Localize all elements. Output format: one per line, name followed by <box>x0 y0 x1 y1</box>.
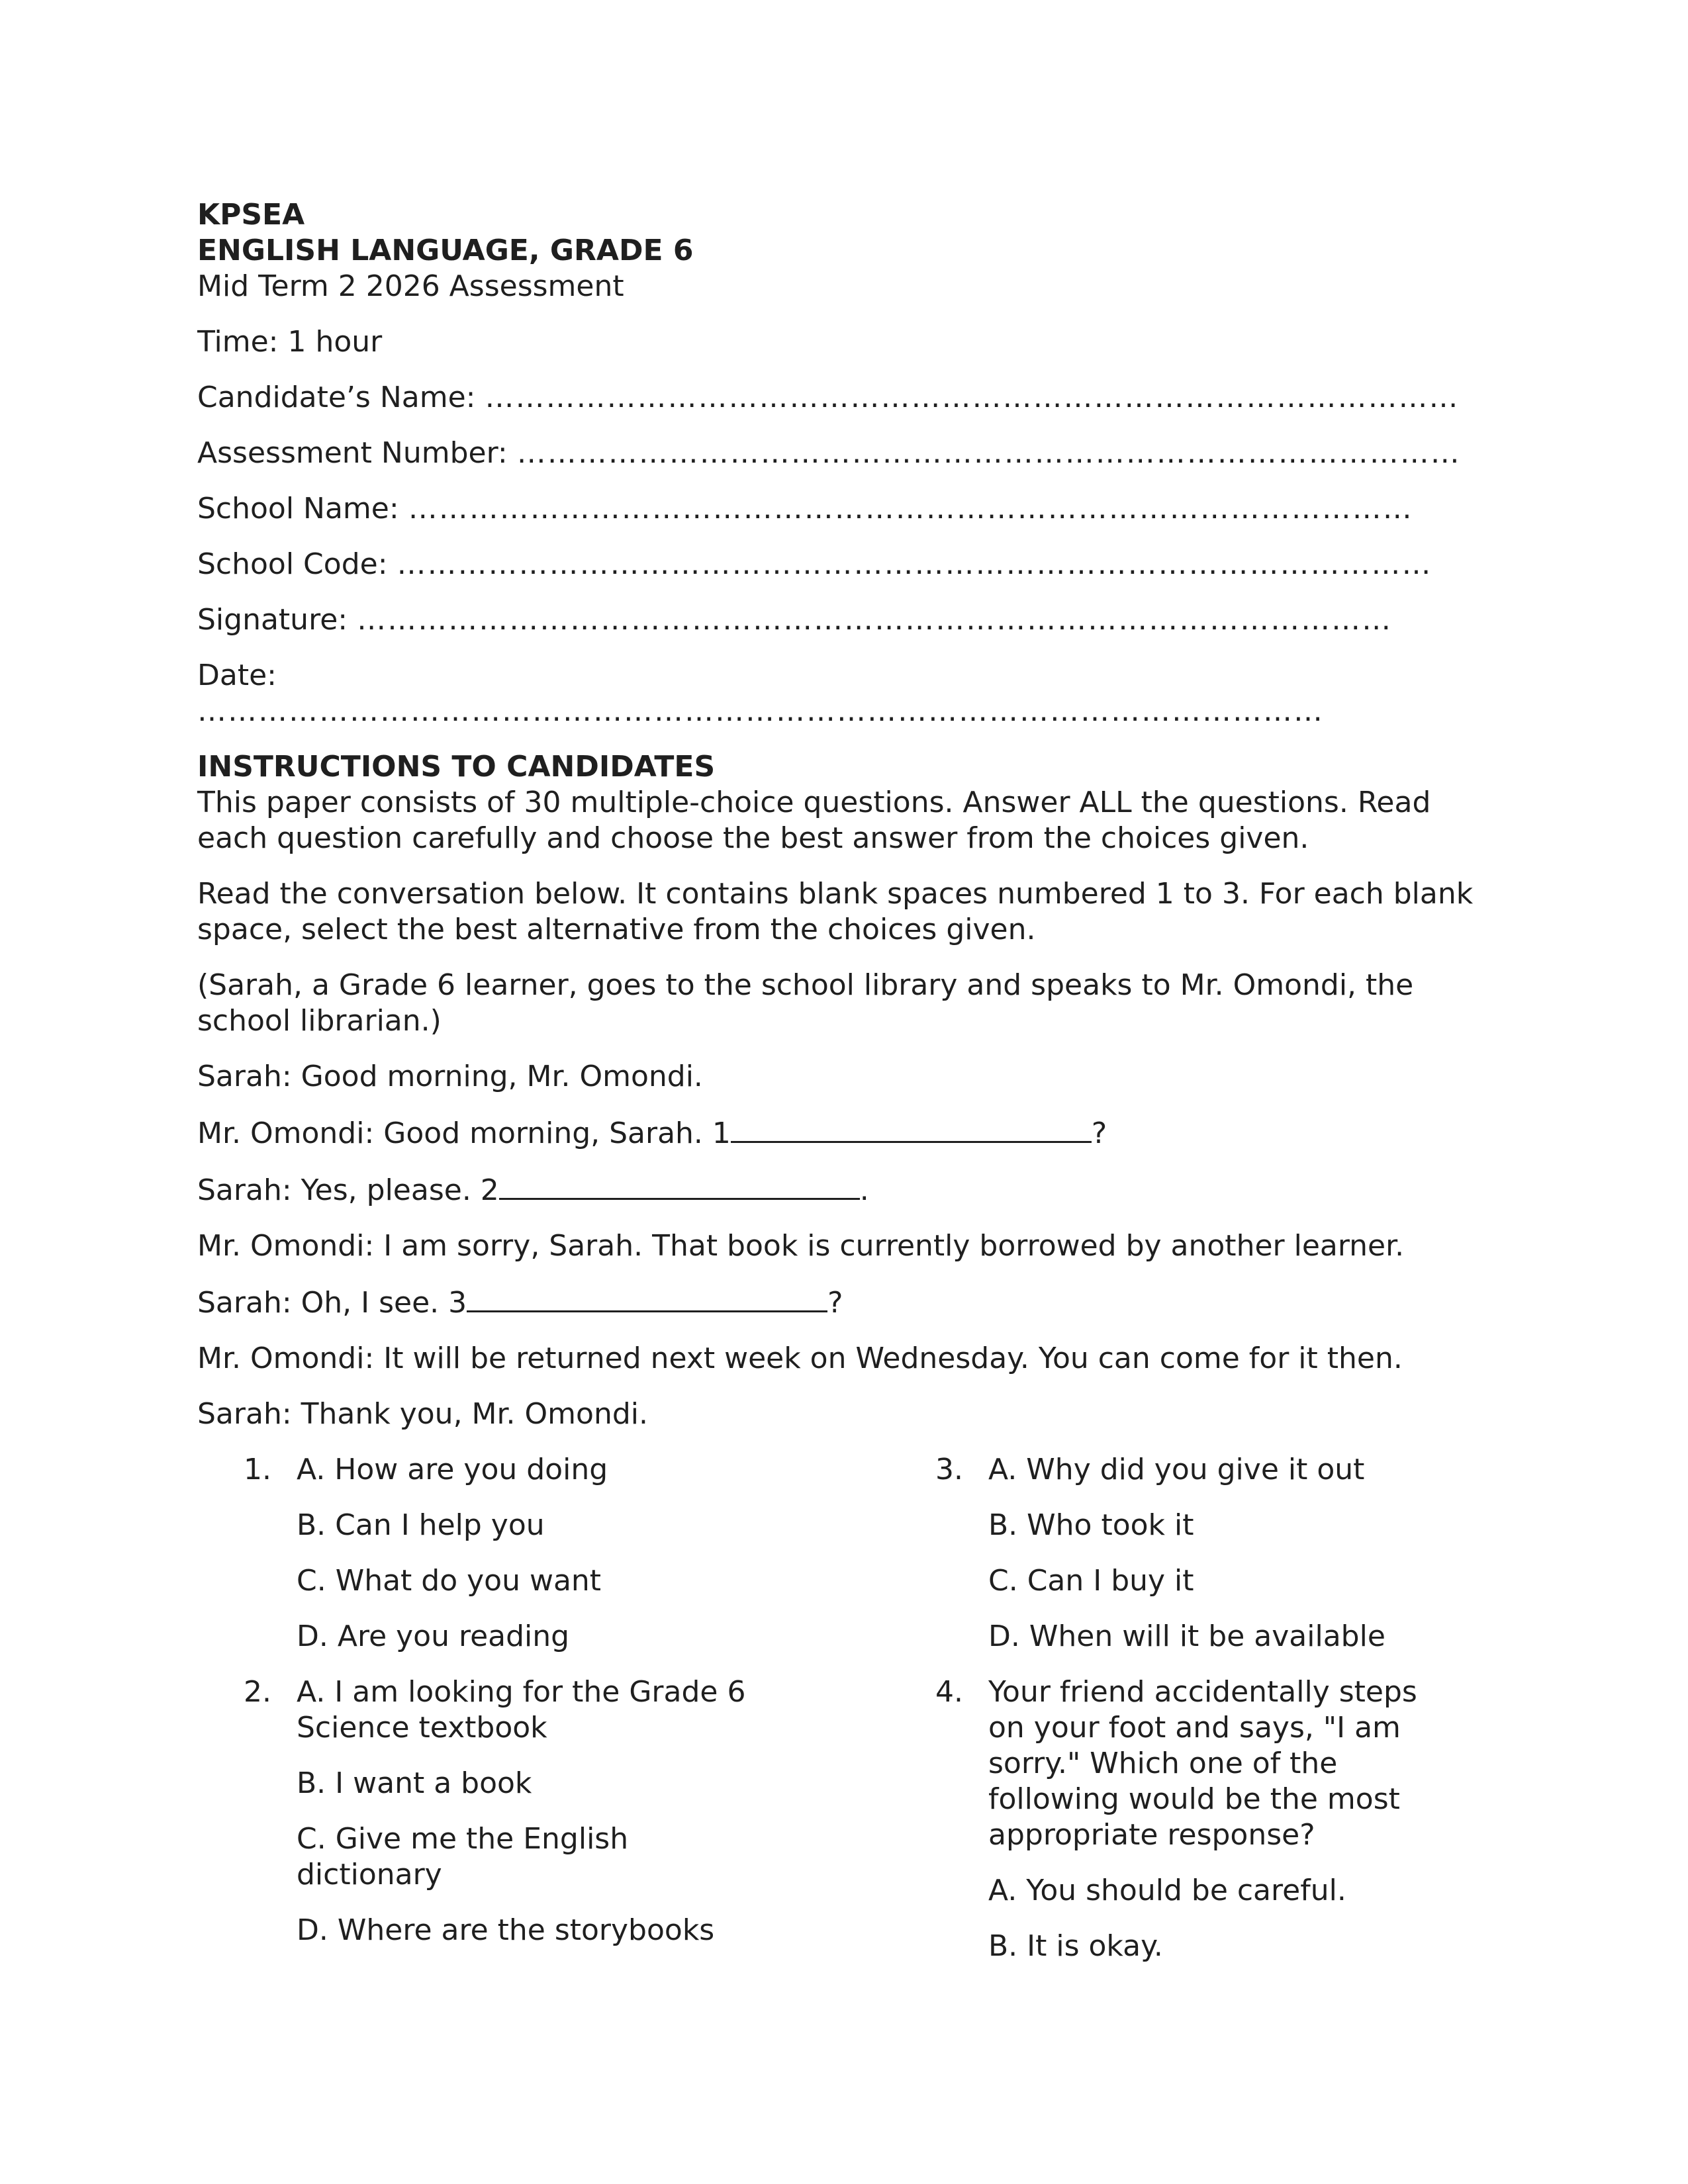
question-4 <box>889 1674 1485 1964</box>
candidate-name-dots: …………………………………………………………………………………… <box>485 381 1460 414</box>
question-number: 4. <box>935 1675 963 1709</box>
option-d[interactable]: D. When will it be available <box>988 1619 1385 1653</box>
option-c[interactable]: C. What do you want <box>297 1564 602 1598</box>
option-a[interactable]: A. You should be careful. <box>988 1874 1346 1907</box>
signature-label: Signature: <box>197 603 348 637</box>
exam-board-title: KPSEA <box>197 198 305 232</box>
question-stem: Your friend accidentally steps on your foot and says, "I am sorry." Which one of the following would be the most appropriate response? <box>988 1675 1417 1852</box>
option-d[interactable]: D. Where are the storybooks <box>297 1913 715 1947</box>
school-code-label: School Code: <box>197 547 388 581</box>
signature-dots: ………………………………………………………………………………………… <box>357 603 1393 637</box>
school-code-field[interactable] <box>197 547 1495 582</box>
conversation-line-3 <box>197 1171 1495 1208</box>
instructions-title: INSTRUCTIONS TO CANDIDATES <box>197 750 716 784</box>
assessment-number-label: Assessment Number: <box>197 436 508 470</box>
question-1 <box>197 1452 727 1655</box>
date-label: Date: <box>197 659 277 692</box>
conversation-line-2-text: Mr. Omondi: Good morning, Sarah. 1 <box>197 1116 731 1150</box>
signature-field[interactable] <box>197 602 1495 638</box>
option-c[interactable]: C. Can I buy it <box>988 1564 1194 1598</box>
conversation-line-3-text: Sarah: Yes, please. 2 <box>197 1173 499 1207</box>
questions-area <box>197 1452 1495 1968</box>
option-b[interactable]: B. I want a book <box>297 1766 532 1800</box>
date-dots[interactable]: ………………………………………………………………………………………………… <box>197 694 1324 728</box>
option-a[interactable]: A. Why did you give it out <box>988 1453 1365 1486</box>
assessment-number-field[interactable] <box>197 435 1495 471</box>
assessment-title: Mid Term 2 2026 Assessment <box>197 269 624 303</box>
blank-1 <box>731 1115 1092 1143</box>
conversation-line-6: Mr. Omondi: It will be returned next week on Wednesday. You can come for it then. <box>197 1342 1403 1375</box>
candidate-name-label: Candidate’s Name: <box>197 381 476 414</box>
exam-page <box>197 197 1495 1968</box>
question-number: 3. <box>935 1453 963 1486</box>
scene-description: (Sarah, a Grade 6 learner, goes to the school library and speaks to Mr. Omondi, the school librarian.) <box>197 968 1414 1038</box>
assessment-number-dots: ………………………………………………………………………………… <box>516 436 1461 470</box>
conversation-line-2-end: ? <box>1091 1116 1107 1150</box>
question-number: 1. <box>244 1453 271 1486</box>
blank-3 <box>467 1284 827 1312</box>
school-name-field[interactable] <box>197 491 1495 527</box>
option-b[interactable]: B. Can I help you <box>297 1508 545 1542</box>
conversation-line-3-end: . <box>859 1173 869 1207</box>
conversation-line-5-text: Sarah: Oh, I see. 3 <box>197 1286 467 1320</box>
questions-right-column <box>889 1452 1485 1964</box>
time-line: Time: 1 hour <box>197 325 383 359</box>
conversation-line-1: Sarah: Good morning, Mr. Omondi. <box>197 1060 703 1093</box>
question-3 <box>889 1452 1485 1655</box>
school-name-dots: ……………………………………………………………………………………… <box>408 492 1413 525</box>
questions-left-column <box>197 1452 746 1948</box>
conversation-line-7: Sarah: Thank you, Mr. Omondi. <box>197 1397 648 1431</box>
blank-2 <box>499 1171 860 1200</box>
conversation-line-4: Mr. Omondi: I am sorry, Sarah. That book is currently borrowed by another learner. <box>197 1229 1405 1263</box>
school-code-dots: ………………………………………………………………………………………… <box>397 547 1432 581</box>
question-2 <box>197 1674 746 1948</box>
option-b[interactable]: B. Who took it <box>988 1508 1194 1542</box>
option-a[interactable]: A. How are you doing <box>297 1453 608 1486</box>
question-number: 2. <box>244 1675 271 1709</box>
candidate-name-field[interactable] <box>197 380 1495 416</box>
option-d[interactable]: D. Are you reading <box>297 1619 570 1653</box>
school-name-label: School Name: <box>197 492 399 525</box>
option-c[interactable]: C. Give me the English dictionary <box>297 1822 629 1891</box>
conversation-intro: Read the conversation below. It contains blank spaces numbered 1 to 3. For each blank space, select the best alternative from the choices given. <box>197 877 1474 946</box>
option-b[interactable]: B. It is okay. <box>988 1929 1163 1963</box>
instructions-text: This paper consists of 30 multiple-choice questions. Answer ALL the questions. Read each question carefully and choose the best answer from the choices given. <box>197 786 1431 855</box>
conversation-line-2 <box>197 1115 1495 1152</box>
conversation-line-5-end: ? <box>827 1286 843 1320</box>
conversation-line-5 <box>197 1284 1495 1321</box>
option-a[interactable]: A. I am looking for the Grade 6 Science textbook <box>297 1675 746 1745</box>
subject-title: ENGLISH LANGUAGE, GRADE 6 <box>197 234 694 267</box>
